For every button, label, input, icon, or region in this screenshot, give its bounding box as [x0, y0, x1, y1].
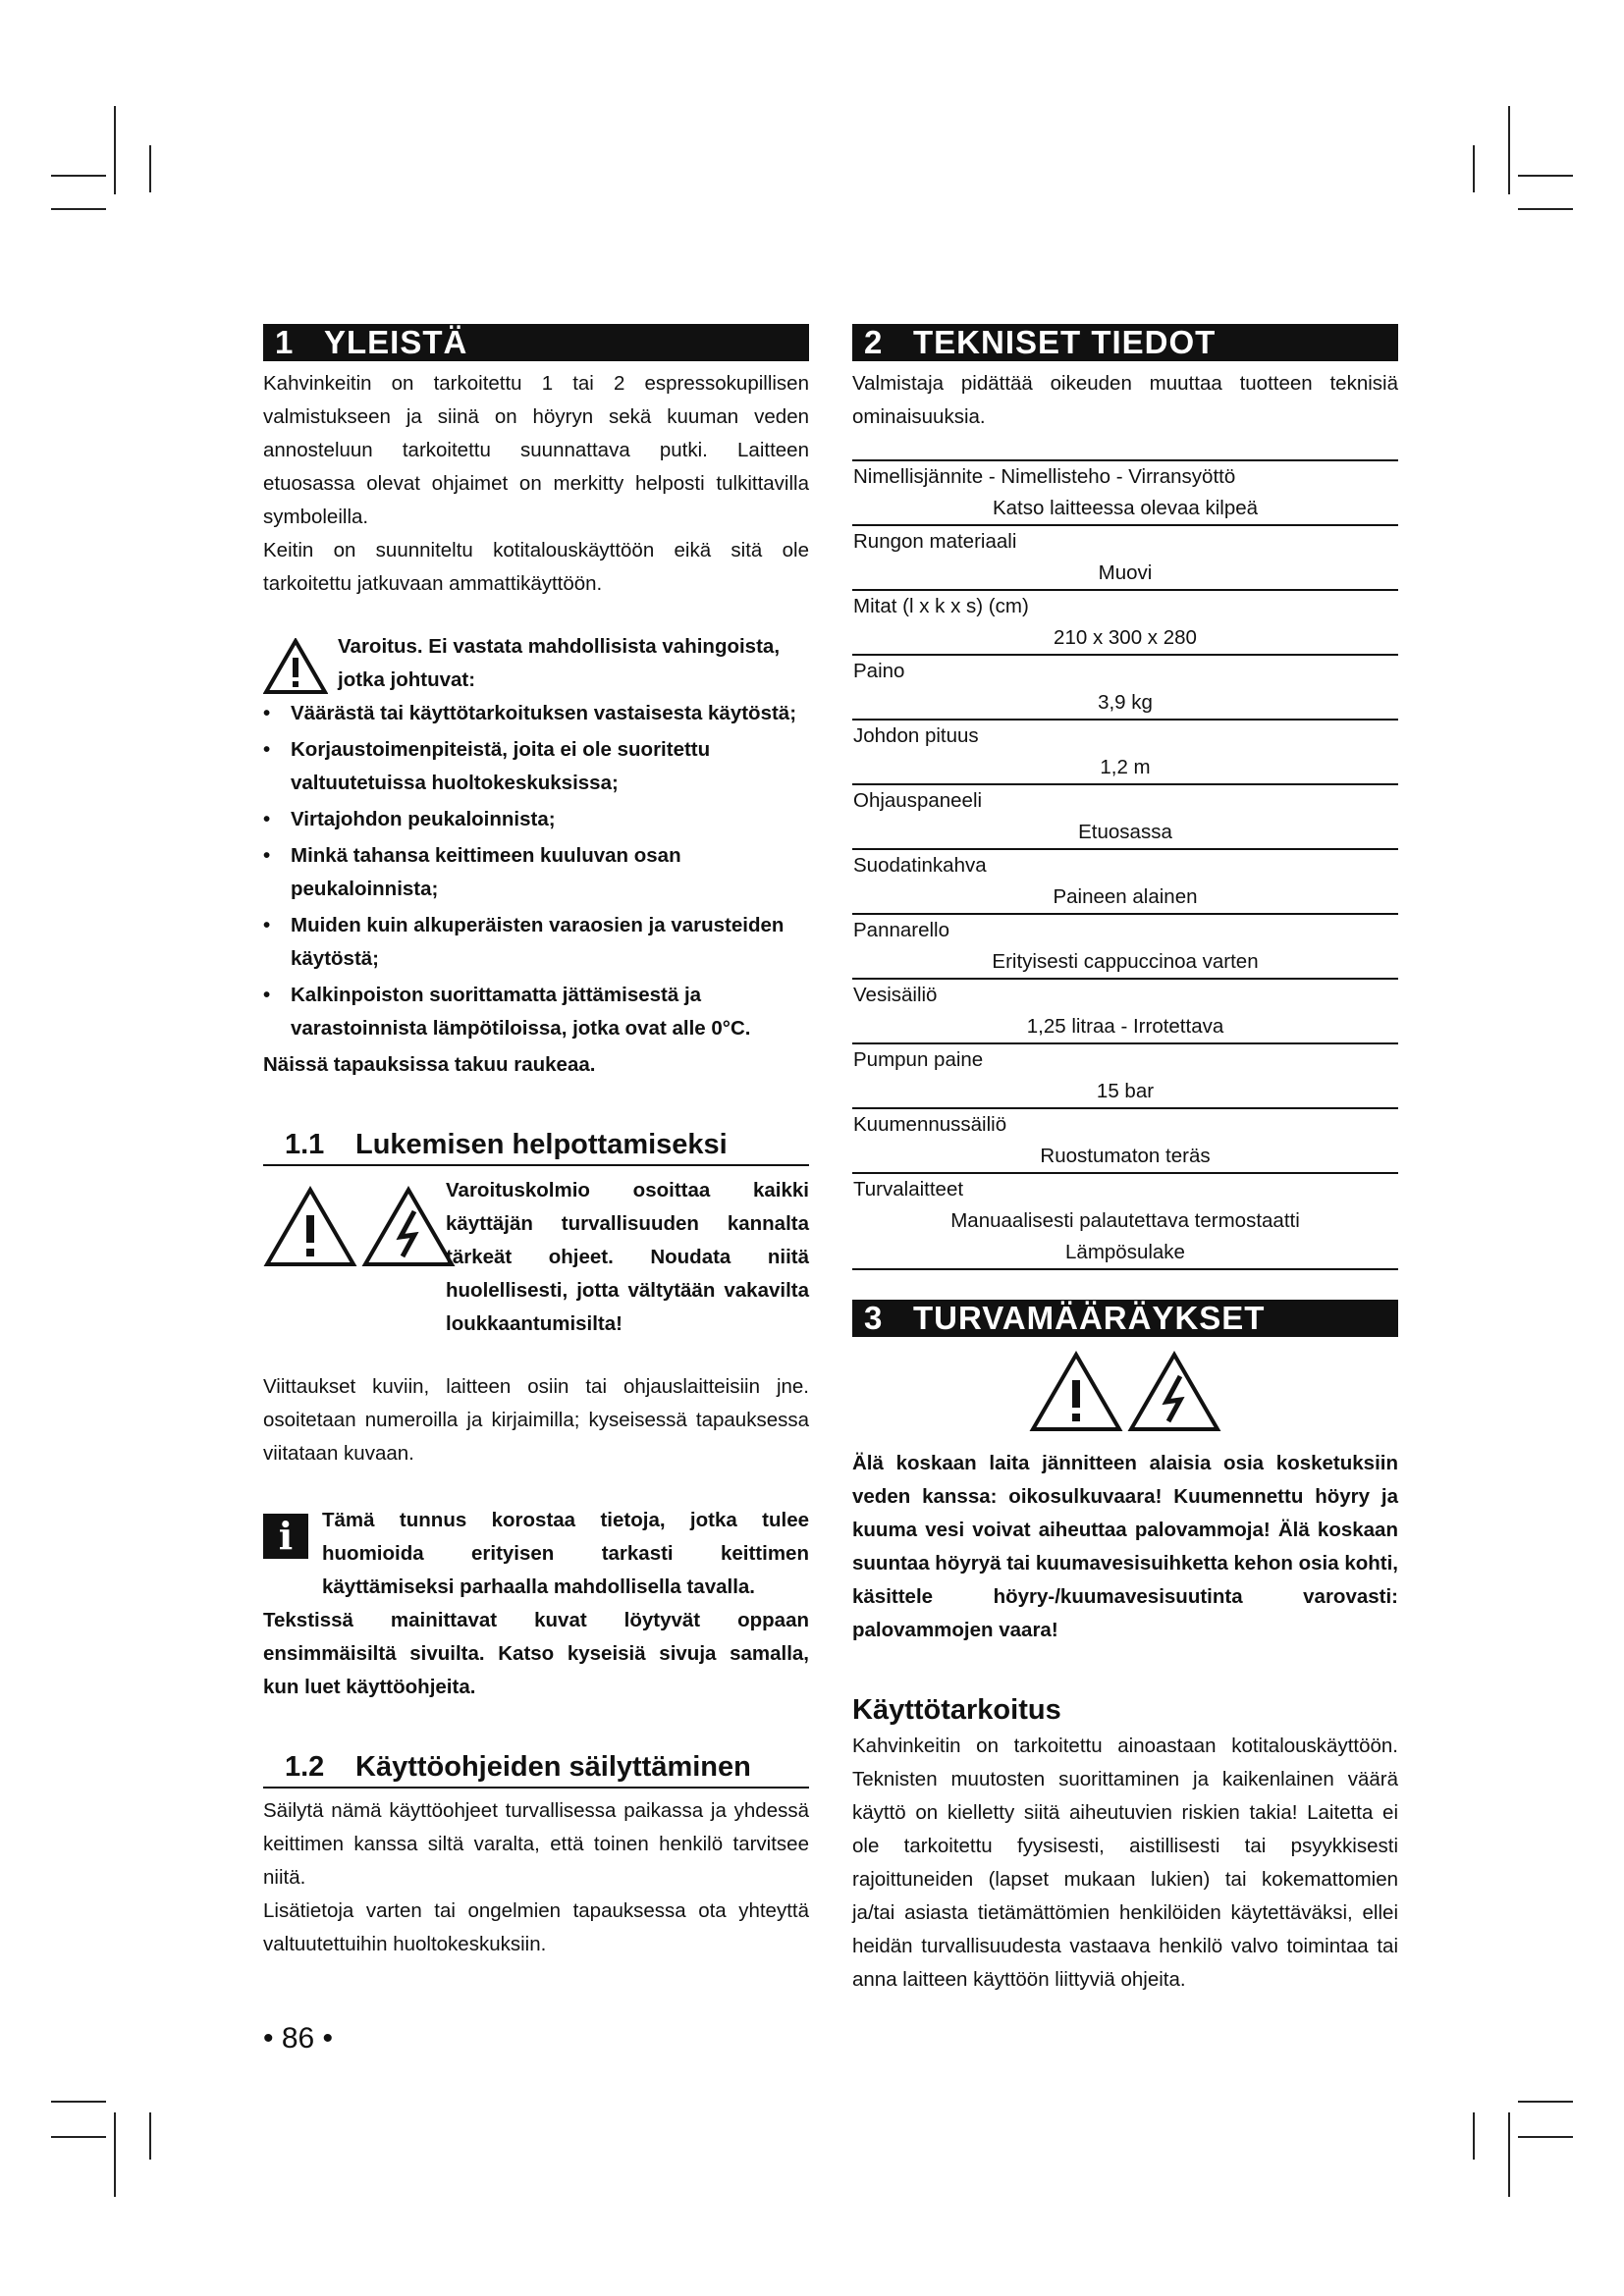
triangle-icons: [263, 1174, 460, 1273]
warranty-note: Näissä tapauksissa takuu raukeaa.: [263, 1053, 596, 1076]
crop-mark: [114, 106, 116, 194]
info-icon: i: [263, 1514, 308, 1559]
section-2-header: [852, 324, 1398, 361]
spec-row: [852, 849, 1398, 881]
warning-item: • Minkä tahansa keittimeen kuuluvan osan peukaloinnista;: [263, 839, 809, 906]
crop-mark: [51, 2101, 106, 2103]
spec-row: [852, 493, 1398, 525]
spec-label: Pannarello: [852, 914, 1398, 946]
crop-mark: [1518, 2136, 1573, 2138]
spec-row: [852, 1141, 1398, 1173]
warning-item: • Muiden kuin alkuperäisten varaosien ja varusteiden käytöstä;: [263, 909, 809, 976]
spec-label: Turvalaitteet: [852, 1173, 1398, 1205]
spec-row: [852, 817, 1398, 849]
spec-value: Ruostumaton teräs: [1040, 1145, 1211, 1167]
spec-value: 1,2 m: [1100, 756, 1151, 778]
spec-value: Katso laitteessa olevaa kilpeä: [992, 497, 1259, 519]
section-2-title: TEKNISET TIEDOT: [913, 324, 1217, 360]
spec-row: [852, 622, 1398, 655]
spec-value: Manuaalisesti palautettava termostaatti: [950, 1209, 1300, 1232]
spec-end-row: [852, 1269, 1398, 1272]
purpose-heading: Käyttötarkoitus: [852, 1694, 1061, 1726]
warning-triangle-icon: [263, 1186, 357, 1268]
subsection-1-1-header: [263, 1125, 809, 1166]
spec-row: [852, 784, 1398, 817]
spec-table: [852, 459, 1398, 1272]
spec-label: Nimellisjännite - Nimellisteho - Virransyöttö: [852, 460, 1398, 493]
section-1-intro: Kahvinkeitin on tarkoitettu 1 tai 2 espressokupillisen valmistukseen ja siinä on höyryn sekä kuuman veden annosteluun tarkoitettu suunnattava putki. Laitteen etuosassa olevat ohjaimet on merkitty helposti tulkittavilla symboleilla.: [263, 372, 809, 528]
section-2-number: 2: [864, 324, 884, 360]
warning-block: [263, 630, 809, 697]
spec-label: Johdon pituus: [852, 720, 1398, 752]
spec-value: Etuosassa: [1078, 821, 1172, 843]
safety-icons: [852, 1351, 1398, 1439]
spec-label: Ohjauspaneeli: [852, 784, 1398, 817]
page-number: • 86 •: [263, 2022, 334, 2055]
section-3-header: [852, 1300, 1398, 1337]
info-note: [263, 1504, 809, 1604]
section-3-number: 3: [864, 1300, 884, 1336]
crop-mark: [1518, 2101, 1573, 2103]
subsection-1-1-number: 1.1: [285, 1129, 325, 1160]
crop-mark: [1518, 208, 1573, 210]
spec-row: [852, 914, 1398, 946]
spec-row: [852, 1108, 1398, 1141]
crop-mark: [51, 208, 106, 210]
spec-row: [852, 590, 1398, 622]
spec-label: Rungon materiaali: [852, 525, 1398, 558]
spec-row: [852, 460, 1398, 493]
spec-label: Suodatinkahva: [852, 849, 1398, 881]
section-1-intro-2: Keitin on suunniteltu kotitalouskäyttöön eikä sitä ole tarkoitettu jatkuvaan ammattikäyttöön.: [263, 539, 809, 595]
spec-value: Lämpösulake: [1065, 1241, 1185, 1263]
warning-list: [263, 697, 809, 1045]
spec-row: [852, 1205, 1398, 1237]
spec-value: 3,9 kg: [1098, 691, 1153, 714]
warning-triangle-icon: [263, 638, 328, 695]
spec-row: [852, 752, 1398, 784]
crop-mark: [149, 2112, 151, 2160]
warning-item: • Korjaustoimenpiteistä, joita ei ole suoritettu valtuutetuissa huoltokeskuksissa;: [263, 733, 809, 800]
spec-row: [852, 558, 1398, 590]
spec-row: [852, 946, 1398, 979]
warning-triangle-icon: [1029, 1351, 1123, 1433]
purpose-text: Kahvinkeitin on tarkoitettu ainoastaan kotitalouskäyttöön. Teknisten muutosten suorittaminen ja kaikenlainen väärä käyttö on kielletty siitä aiheutuvien riskien takia! Laitetta ei ole tarkoitettu fyysisesti, aistillisesti tai psyykkisesti rajoittuneiden (lapset mukaan lukien) tai kokemattomien ja/tai asiasta tietämättömien henkilöiden käytettäväksi, ellei heidän turvallisuudesta vastaava henkilö valvo toimintaa tai anna laitteen käyttöön liittyviä ohjeita.: [852, 1735, 1398, 1991]
warning-item: • Kalkinpoiston suorittamatta jättämisestä ja varastoinnista lämpötiloissa, jotka ovat alle 0°C.: [263, 979, 809, 1045]
spec-value: 1,25 litraa - Irrotettava: [1026, 1015, 1224, 1038]
crop-mark: [1473, 145, 1475, 192]
service-text: Lisätietoja varten tai ongelmien tapauksessa ota yhteyttä valtuutettuihin huoltokeskuksiin.: [263, 1899, 809, 1955]
electric-hazard-icon: [361, 1186, 456, 1268]
crop-mark: [149, 145, 151, 192]
spec-label: Mitat (l x k x s) (cm): [852, 590, 1398, 622]
spec-row: [852, 655, 1398, 687]
section-2-intro: Valmistaja pidättää oikeuden muuttaa tuotteen teknisiä ominaisuuksia.: [852, 372, 1398, 428]
spec-row: [852, 1237, 1398, 1269]
spec-row: [852, 979, 1398, 1011]
crop-mark: [114, 2112, 116, 2197]
subsection-1-2-header: [263, 1747, 809, 1789]
crop-mark: [1473, 2112, 1475, 2160]
crop-mark: [1508, 2112, 1510, 2197]
safety-warning: Älä koskaan laita jännitteen alaisia osia kosketuksiin veden kanssa: oikosulkuvaara! Kuumennettu höyry ja kuuma vesi voivat aiheuttaa palovammoja! Älä koskaan suuntaa höyryä tai kuumavesisuihketta kehon osia kohti, käsittele höyry-/kuumavesisuutinta varovasti: palovammojen vaara!: [852, 1452, 1398, 1641]
spec-row: [852, 1011, 1398, 1043]
spec-row: [852, 1043, 1398, 1076]
subsection-1-2-title: Käyttöohjeiden säilyttäminen: [355, 1751, 751, 1783]
section-3-title: TURVAMÄÄRÄYKSET: [913, 1300, 1266, 1336]
right-column: [852, 324, 1398, 1997]
spec-row: [852, 525, 1398, 558]
subsection-1-1-title: Lukemisen helpottamiseksi: [355, 1129, 728, 1160]
crop-mark: [1508, 106, 1510, 194]
spec-value: 210 x 300 x 280: [1054, 626, 1197, 649]
warning-title: Varoitus. Ei vastata mahdollisista vahingoista, jotka johtuvat:: [338, 635, 781, 691]
spec-table-bottom-rule: [852, 1269, 1398, 1272]
triangle-note-text: Varoituskolmio osoittaa kaikki käyttäjän turvallisuuden kannalta tärkeät ohjeet. Noudata niitä huolellisesti, jotta vältytään vakavilta loukkaantumisilta!: [446, 1179, 809, 1335]
spec-label: Paino: [852, 655, 1398, 687]
spec-row: [852, 720, 1398, 752]
spec-label: Vesisäiliö: [852, 979, 1398, 1011]
spec-value: Muovi: [1098, 561, 1153, 584]
warning-item: • Virtajohdon peukaloinnista;: [263, 803, 809, 836]
section-1-number: 1: [275, 324, 295, 360]
spec-label: Kuumennussäiliö: [852, 1108, 1398, 1141]
warning-item: • Väärästä tai käyttötarkoituksen vastaisesta käytöstä;: [263, 697, 809, 730]
spec-label: Pumpun paine: [852, 1043, 1398, 1076]
references-text: Viittaukset kuviin, laitteen osiin tai ohjauslaitteisiin jne. osoitetaan numeroilla ja kirjaimilla; kyseisessä tapauksessa viitataan kuvaan.: [263, 1375, 809, 1465]
section-1-title: YLEISTÄ: [324, 324, 468, 360]
info-note-text: Tämä tunnus korostaa tietoja, jotka tulee huomioida erityisen tarkasti keittimen käyttämiseksi parhaalla mahdollisella tavalla.: [322, 1509, 809, 1598]
spec-value: Erityisesti cappuccinoa varten: [992, 950, 1259, 973]
figures-note: Tekstissä mainittavat kuvat löytyvät oppaan ensimmäisiltä sivuilta. Katso kyseisiä sivuja samalla, kun luet käyttöohjeita.: [263, 1609, 809, 1698]
crop-mark: [51, 2136, 106, 2138]
spec-row: [852, 881, 1398, 914]
left-column: [263, 324, 809, 1961]
spec-row: [852, 687, 1398, 720]
electric-hazard-icon: [1127, 1351, 1221, 1433]
spec-row: [852, 1173, 1398, 1205]
section-1-header: [263, 324, 809, 361]
storage-text: Säilytä nämä käyttöohjeet turvallisessa paikassa ja yhdessä keittimen kanssa siltä varalta, että toinen henkilö tarvitsee niitä.: [263, 1799, 809, 1889]
spec-value: Paineen alainen: [1053, 885, 1198, 908]
subsection-1-2-number: 1.2: [285, 1751, 325, 1783]
crop-mark: [1518, 175, 1573, 177]
spec-value: 15 bar: [1096, 1080, 1155, 1102]
triangle-note: [263, 1174, 809, 1341]
spec-row: [852, 1076, 1398, 1108]
crop-mark: [51, 175, 106, 177]
